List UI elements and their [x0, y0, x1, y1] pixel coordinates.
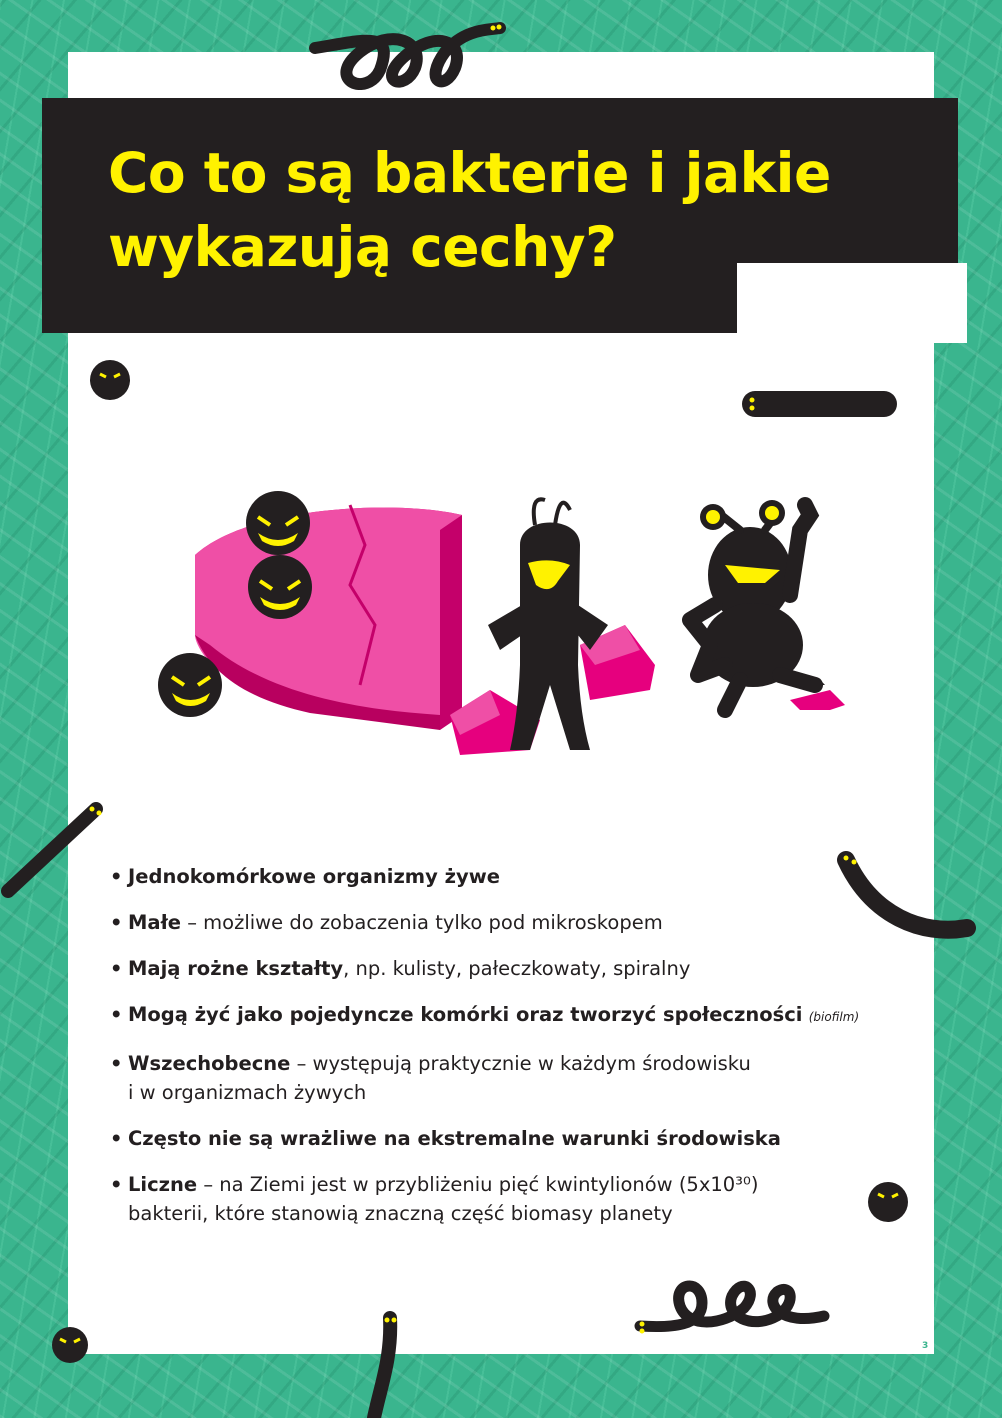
page-number: 3 — [922, 1341, 929, 1351]
feature-bold: Liczne — [128, 1173, 198, 1196]
curly-bacterium-top-icon — [305, 10, 515, 90]
feature-text-line2: i w organizmach żywych — [128, 1081, 367, 1104]
list-item — [110, 1170, 910, 1228]
round-bacterium-right-icon — [866, 1180, 910, 1224]
vertical-bacterium-bottom-icon — [360, 1308, 404, 1418]
feature-bold: Małe — [128, 911, 182, 934]
round-bacterium-icon — [88, 358, 132, 402]
list-item — [110, 1049, 910, 1107]
curly-bacterium-bottom-icon — [632, 1268, 832, 1340]
page-title: Co to są bakterie i jakie wykazują cechy? — [108, 141, 831, 279]
feature-text: – na Ziemi jest w przybliżeniu pięć kwintylionów (5x10³⁰) — [197, 1173, 759, 1196]
bacteria-illustration — [150, 485, 870, 775]
feature-text: – występują praktycznie w każdym środowisku — [290, 1052, 751, 1075]
feature-note: (biofilm) — [808, 1010, 860, 1024]
feature-text: – możliwe do zobaczenia tylko pod mikroskopem — [181, 911, 663, 934]
list-item — [110, 862, 910, 891]
feature-text-line2: bakterii, które stanowią znaczną część biomasy planety — [128, 1202, 673, 1225]
list-item — [110, 954, 910, 983]
list-item — [110, 1000, 910, 1032]
diagonal-bacterium-left-icon — [0, 795, 115, 905]
feature-bold: Często nie są wrażliwe na ekstremalne warunki środowiska — [128, 1127, 781, 1150]
list-item — [110, 908, 910, 937]
round-bacterium-bottom-left-icon — [50, 1325, 90, 1365]
feature-text: , np. kulisty, pałeczkowaty, spiralny — [343, 957, 691, 980]
rod-bacterium-icon — [740, 388, 900, 420]
features-list — [110, 862, 910, 1245]
feature-bold: Wszechobecne — [128, 1052, 291, 1075]
list-item — [110, 1124, 910, 1153]
feature-bold: Mogą żyć jako pojedyncze komórki oraz tworzyć społeczności — [128, 1003, 803, 1026]
feature-bold: Jednokomórkowe organizmy żywe — [128, 865, 500, 888]
feature-bold: Mają rożne kształty — [128, 957, 344, 980]
